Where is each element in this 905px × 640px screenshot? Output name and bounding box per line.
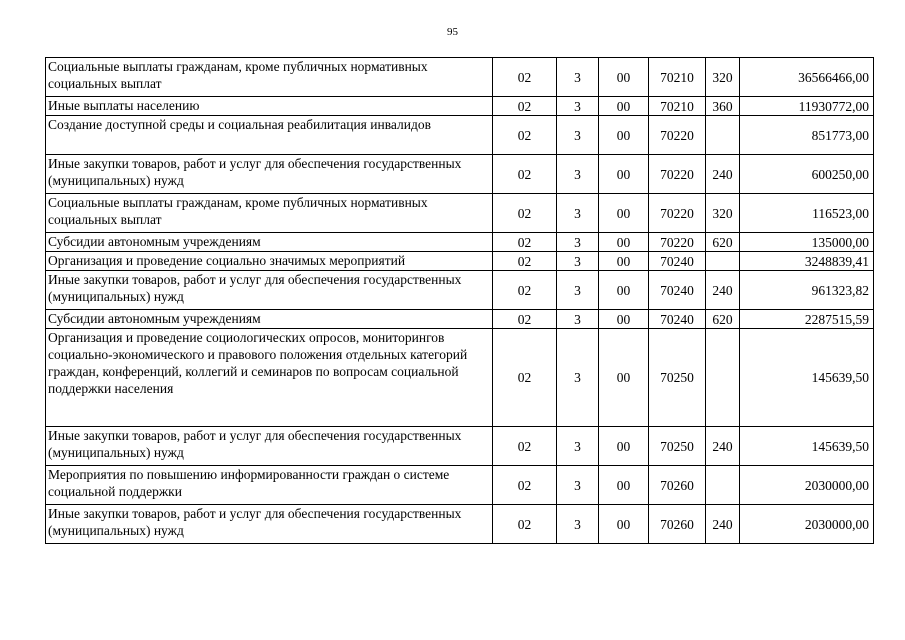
table-row <box>46 155 874 194</box>
table-row <box>46 233 874 252</box>
row-code-2: 3 <box>557 252 599 271</box>
row-code-1: 02 <box>493 271 557 310</box>
row-name: Иные закупки товаров, работ и услуг для обеспечения государственных (муниципальных) нужд <box>46 271 493 310</box>
row-amount: 145639,50 <box>740 427 874 466</box>
row-amount: 2287515,59 <box>740 310 874 329</box>
row-name: Субсидии автономным учреждениям <box>46 233 493 252</box>
row-code-4: 70250 <box>649 427 706 466</box>
row-name: Иные закупки товаров, работ и услуг для обеспечения государственных (муниципальных) нужд <box>46 427 493 466</box>
row-code-4: 70240 <box>649 310 706 329</box>
table-body <box>46 58 874 544</box>
row-code-4: 70220 <box>649 116 706 155</box>
row-code-5: 320 <box>706 194 740 233</box>
row-code-4: 70240 <box>649 252 706 271</box>
row-code-2: 3 <box>557 466 599 505</box>
row-code-3: 00 <box>599 271 649 310</box>
row-name: Иные закупки товаров, работ и услуг для обеспечения государственных (муниципальных) нужд <box>46 155 493 194</box>
row-code-4: 70240 <box>649 271 706 310</box>
row-code-5: 620 <box>706 233 740 252</box>
row-code-5 <box>706 252 740 271</box>
row-amount: 2030000,00 <box>740 466 874 505</box>
table-row <box>46 116 874 155</box>
row-code-1: 02 <box>493 155 557 194</box>
table-row <box>46 97 874 116</box>
row-code-5: 240 <box>706 271 740 310</box>
row-name: Иные выплаты населению <box>46 97 493 116</box>
row-name: Иные закупки товаров, работ и услуг для обеспечения государственных (муниципальных) нужд <box>46 505 493 544</box>
row-code-4: 70260 <box>649 466 706 505</box>
row-code-1: 02 <box>493 505 557 544</box>
row-code-1: 02 <box>493 329 557 427</box>
row-amount: 600250,00 <box>740 155 874 194</box>
row-code-3: 00 <box>599 155 649 194</box>
row-code-5 <box>706 329 740 427</box>
row-code-5: 240 <box>706 155 740 194</box>
row-amount: 961323,82 <box>740 271 874 310</box>
row-code-5: 320 <box>706 58 740 97</box>
row-code-5: 240 <box>706 427 740 466</box>
row-name: Мероприятия по повышению информированности граждан о системе социальной поддержки <box>46 466 493 505</box>
row-code-2: 3 <box>557 194 599 233</box>
row-code-4: 70210 <box>649 97 706 116</box>
row-code-3: 00 <box>599 97 649 116</box>
row-code-5 <box>706 466 740 505</box>
row-code-2: 3 <box>557 329 599 427</box>
row-code-4: 70220 <box>649 155 706 194</box>
page-number: 95 <box>447 26 458 38</box>
row-name: Социальные выплаты гражданам, кроме публичных нормативных социальных выплат <box>46 194 493 233</box>
row-code-4: 70220 <box>649 194 706 233</box>
table-row <box>46 505 874 544</box>
row-amount: 11930772,00 <box>740 97 874 116</box>
row-code-3: 00 <box>599 252 649 271</box>
row-code-1: 02 <box>493 310 557 329</box>
row-code-2: 3 <box>557 116 599 155</box>
row-code-2: 3 <box>557 58 599 97</box>
row-code-2: 3 <box>557 271 599 310</box>
row-code-4: 70220 <box>649 233 706 252</box>
table-row <box>46 271 874 310</box>
row-code-1: 02 <box>493 116 557 155</box>
table-row <box>46 58 874 97</box>
row-name: Организация и проведение социологических опросов, мониторингов социально-экономического и правового положения отдельных категорий граждан, конференций, коллегий и семинаров по вопросам социальной поддержки населения <box>46 329 493 427</box>
row-code-3: 00 <box>599 329 649 427</box>
table-row <box>46 194 874 233</box>
row-code-4: 70260 <box>649 505 706 544</box>
row-code-3: 00 <box>599 194 649 233</box>
row-code-3: 00 <box>599 466 649 505</box>
row-name: Создание доступной среды и социальная реабилитация инвалидов <box>46 116 493 155</box>
row-code-1: 02 <box>493 58 557 97</box>
row-code-4: 70210 <box>649 58 706 97</box>
row-code-1: 02 <box>493 252 557 271</box>
row-code-3: 00 <box>599 427 649 466</box>
row-amount: 135000,00 <box>740 233 874 252</box>
row-code-2: 3 <box>557 427 599 466</box>
row-code-5: 620 <box>706 310 740 329</box>
table-row <box>46 252 874 271</box>
row-code-1: 02 <box>493 194 557 233</box>
row-amount: 116523,00 <box>740 194 874 233</box>
row-name: Социальные выплаты гражданам, кроме публичных нормативных социальных выплат <box>46 58 493 97</box>
row-name: Организация и проведение социально значимых мероприятий <box>46 252 493 271</box>
row-code-1: 02 <box>493 466 557 505</box>
row-code-4: 70250 <box>649 329 706 427</box>
row-code-5: 360 <box>706 97 740 116</box>
row-code-1: 02 <box>493 233 557 252</box>
row-code-3: 00 <box>599 116 649 155</box>
row-code-2: 3 <box>557 155 599 194</box>
table-row <box>46 329 874 427</box>
row-code-1: 02 <box>493 427 557 466</box>
table-row <box>46 310 874 329</box>
row-code-3: 00 <box>599 505 649 544</box>
row-amount: 145639,50 <box>740 329 874 427</box>
row-amount: 36566466,00 <box>740 58 874 97</box>
row-code-2: 3 <box>557 310 599 329</box>
row-code-5 <box>706 116 740 155</box>
row-code-2: 3 <box>557 505 599 544</box>
row-code-2: 3 <box>557 233 599 252</box>
budget-table <box>45 57 874 544</box>
row-code-3: 00 <box>599 233 649 252</box>
row-amount: 2030000,00 <box>740 505 874 544</box>
row-code-1: 02 <box>493 97 557 116</box>
row-name: Субсидии автономным учреждениям <box>46 310 493 329</box>
row-code-2: 3 <box>557 97 599 116</box>
table-row <box>46 466 874 505</box>
row-code-5: 240 <box>706 505 740 544</box>
row-code-3: 00 <box>599 58 649 97</box>
row-amount: 851773,00 <box>740 116 874 155</box>
row-code-3: 00 <box>599 310 649 329</box>
table-row <box>46 427 874 466</box>
row-amount: 3248839,41 <box>740 252 874 271</box>
